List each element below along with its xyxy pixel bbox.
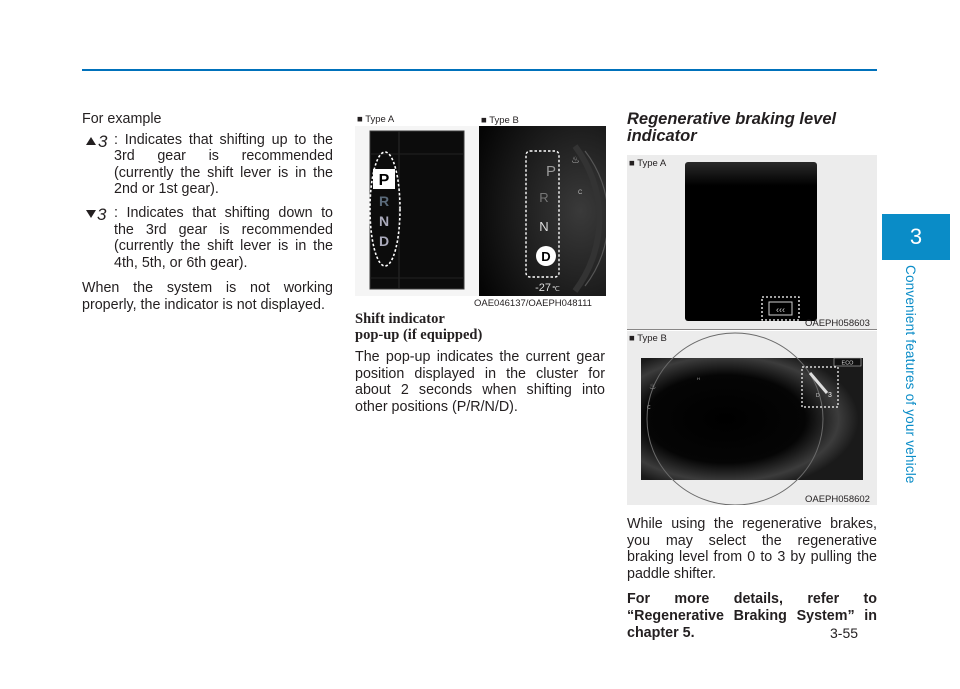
regen-b-code: OAEPH058602 <box>805 494 870 505</box>
regen-b-cluster <box>641 358 863 480</box>
type-a-gear-p: P <box>378 172 390 189</box>
up-shift-text: : Indicates that shifting up to the 3rd gear is recommended (currently the shift lever is in the 2nd or 1st gear). <box>114 131 333 198</box>
shift-indicator-title-line-2: pop-up (if equipped) <box>355 327 483 343</box>
down-gear-number: 3 <box>97 204 107 223</box>
regen-figure-a <box>627 155 877 330</box>
down-arrow-gear-icon <box>85 205 115 223</box>
shift-indicator-title <box>355 311 605 343</box>
type-a-gear-d: D <box>378 233 390 249</box>
svg-text:♨: ♨ <box>649 382 657 391</box>
up-arrow-gear-icon <box>85 132 115 150</box>
regen-b-label: ■ Type B <box>629 333 667 344</box>
type-b-temperature: -27 <box>535 282 551 294</box>
regen-a-code: OAEPH058603 <box>805 318 870 329</box>
type-a-panel <box>370 131 464 289</box>
type-b-gear-p: P <box>545 163 557 180</box>
chapter-title: Convenient features of your vehicle <box>903 265 918 484</box>
svg-text:C: C <box>647 405 651 411</box>
svg-text:C: C <box>578 190 583 196</box>
regen-reference: For more details, refer to “Regenerative Braking System” in chapter 5. <box>627 591 877 641</box>
regen-a-chevron-icon: ‹‹‹ <box>776 304 785 315</box>
page-number: 3-55 <box>830 625 859 641</box>
regen-title: Regenerative braking level indicator <box>627 110 837 145</box>
down-shift-text: : Indicates that shifting down to the 3rd gear is recommended (currently the shift lever is in the 4th, 5th, or 6th gear). <box>114 204 333 271</box>
svg-text:H: H <box>697 376 700 381</box>
type-b-gear-r: R <box>539 190 549 205</box>
regen-figure-b <box>627 331 877 505</box>
regen-body-text: While using the regenerative brakes, you may select the regenerative braking level from 0 to 3 by pulling the paddle shifter. <box>627 516 877 582</box>
svg-text:3: 3 <box>828 392 832 399</box>
top-rule <box>82 69 877 71</box>
chapter-number-tab: 3 <box>882 214 950 260</box>
down-shift-indicator <box>82 205 333 271</box>
regen-title-block <box>627 111 877 145</box>
up-shift-indicator <box>82 132 333 198</box>
type-b-gear-d: D <box>541 249 551 264</box>
fig-type-b-label: ■ Type B <box>481 115 519 126</box>
type-a-gear-r: R <box>378 193 390 209</box>
shift-indicator-body: The pop-up indicates the current gear position displayed in the cluster for about 2 seconds when shifting into other positions (P/R/N/D). <box>355 349 605 415</box>
not-working-note: When the system is not working properly, the indicator is not displayed. <box>82 280 333 313</box>
shift-indicator-title-line-1: Shift indicator <box>355 311 445 327</box>
middle-column-text <box>355 311 605 424</box>
shift-figure-code: OAE046137/OAEPH048111 <box>474 298 592 309</box>
svg-text:♨: ♨ <box>571 155 580 166</box>
regen-b-eco-badge: ECO <box>841 360 854 367</box>
example-intro: For example <box>82 111 162 127</box>
up-gear-number: 3 <box>98 131 108 150</box>
shift-indicator-figure <box>355 126 606 296</box>
fig-type-a-label: ■ Type A <box>357 114 395 125</box>
type-a-gear-n: N <box>378 213 390 229</box>
regen-a-label: ■ Type A <box>629 158 667 169</box>
type-b-temperature-unit: ℃ <box>552 286 560 293</box>
regen-a-screen <box>685 162 817 321</box>
svg-text:D: D <box>816 393 820 399</box>
left-column <box>82 111 333 323</box>
type-b-gear-n: N <box>539 219 549 234</box>
